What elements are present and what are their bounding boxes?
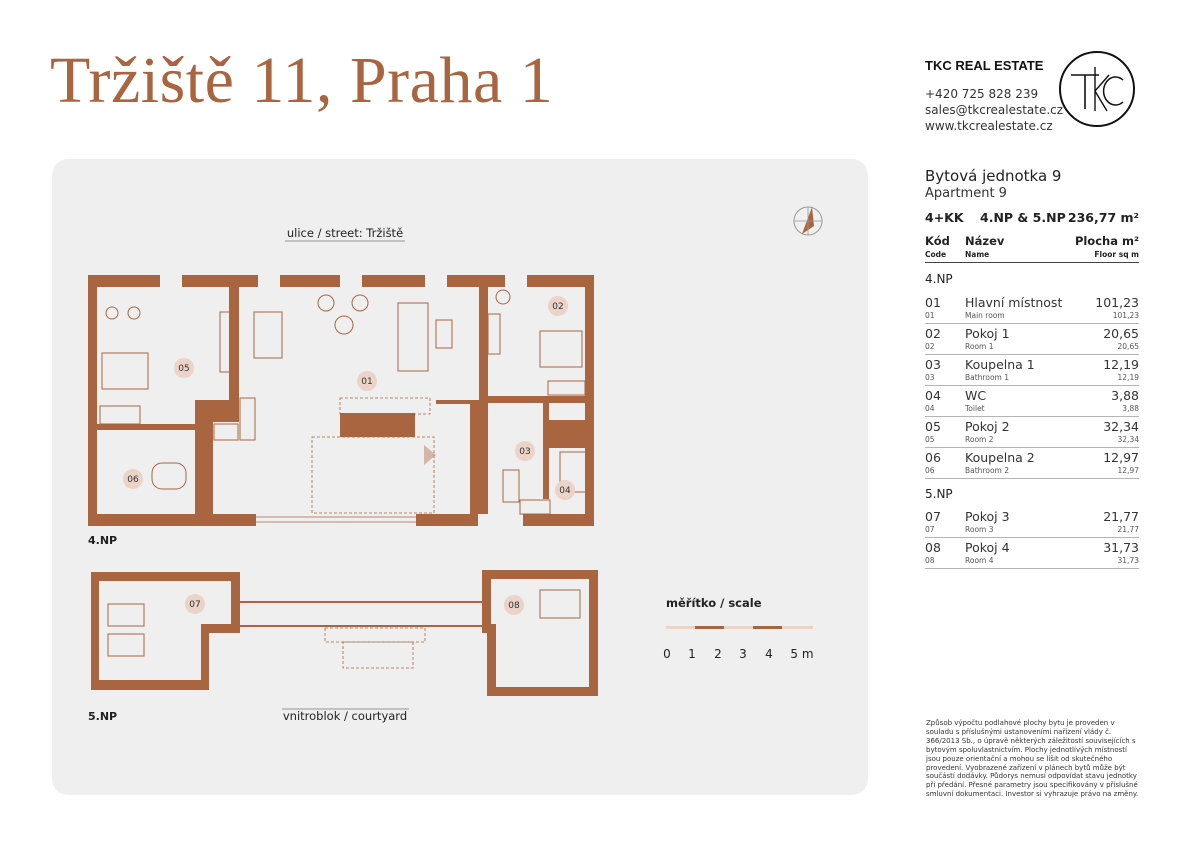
company-name: TKC REAL ESTATE	[925, 58, 1044, 73]
row-area: 31,73	[1103, 540, 1139, 555]
floor-4-label: 4.NP	[88, 534, 118, 547]
page-title: Tržiště 11, Praha 1	[50, 44, 554, 117]
row-name-sub: Room 4	[965, 556, 994, 565]
scale-tick-1: 1	[688, 647, 696, 661]
header-area-sub: Floor sq m	[1094, 250, 1139, 259]
row-area-sub: 21,77	[1117, 525, 1139, 534]
row-area: 101,23	[1095, 295, 1139, 310]
scale-tick-5: 5 m	[790, 647, 814, 661]
row-code-sub: 02	[925, 342, 935, 351]
row-name-sub: Room 2	[965, 435, 994, 444]
row-name: Pokoj 3	[965, 509, 1010, 524]
row-code: 07	[925, 509, 941, 524]
apartment-area: 236,77 m²	[1067, 210, 1139, 225]
header-area: Plocha m²	[1074, 234, 1139, 248]
row-code: 02	[925, 326, 941, 341]
row-code-sub: 03	[925, 373, 935, 382]
header-code: Kód	[925, 234, 950, 248]
courtyard-label: vnitroblok / courtyard	[282, 709, 408, 723]
scale-tick-2: 2	[714, 647, 722, 661]
row-name: Hlavní místnost	[965, 295, 1063, 310]
table-header	[925, 234, 1139, 263]
row-code: 01	[925, 295, 941, 310]
row-area-sub: 32,34	[1117, 435, 1139, 444]
row-area-sub: 12,97	[1117, 466, 1139, 475]
floor-4-walls	[88, 275, 594, 526]
phone-link[interactable]: +420 725 828 239	[925, 87, 1039, 101]
row-name: Pokoj 1	[965, 326, 1010, 341]
row-code-sub: 08	[925, 556, 935, 565]
row-area-sub: 12,19	[1117, 373, 1139, 382]
row-name-sub: Toilet	[965, 404, 985, 413]
row-name-sub: Room 3	[965, 525, 994, 534]
row-code-sub: 04	[925, 404, 935, 413]
row-name: Pokoj 2	[965, 419, 1010, 434]
scale-tick-3: 3	[739, 647, 747, 661]
apartment-layout: 4+KK	[925, 210, 964, 225]
row-code-sub: 05	[925, 435, 935, 444]
row-name-sub: Room 1	[965, 342, 994, 351]
scale-tick-0: 0	[663, 647, 671, 661]
table-row	[925, 447, 1139, 479]
room-number-08: 08	[508, 601, 520, 611]
floor-group-label: 5.NP	[925, 487, 953, 501]
row-area: 32,34	[1103, 419, 1139, 434]
row-code-sub: 07	[925, 525, 935, 534]
row-area: 12,19	[1103, 357, 1139, 372]
table-row	[925, 537, 1139, 569]
street-label: ulice / street: Tržiště	[286, 226, 404, 240]
email-link[interactable]: sales@tkcrealestate.cz	[925, 103, 1064, 117]
row-code-sub: 01	[925, 311, 935, 320]
row-code: 04	[925, 388, 941, 403]
room-number-02: 02	[552, 302, 564, 312]
scale-bar	[666, 626, 813, 629]
table-row	[925, 292, 1139, 324]
row-name: Koupelna 2	[965, 450, 1035, 465]
room-number-01: 01	[361, 377, 373, 387]
apartment-floors: 4.NP & 5.NP	[980, 210, 1066, 225]
header-name: Název	[965, 234, 1005, 248]
room-number-07: 07	[189, 600, 201, 610]
header-name-sub: Name	[965, 250, 990, 259]
row-name-sub: Bathroom 2	[965, 466, 1009, 475]
floor-group-label: 4.NP	[925, 272, 953, 286]
row-code: 05	[925, 419, 941, 434]
room-number-04: 04	[559, 486, 571, 496]
row-name: WC	[965, 388, 987, 403]
table-row	[925, 323, 1139, 355]
row-area-sub: 20,65	[1117, 342, 1139, 351]
apartment-title: Bytová jednotka 9	[925, 167, 1062, 185]
row-name: Pokoj 4	[965, 540, 1010, 555]
room-number-06: 06	[127, 475, 139, 485]
row-area-sub: 3,88	[1122, 404, 1139, 413]
table-row	[925, 416, 1139, 448]
row-area: 12,97	[1103, 450, 1139, 465]
row-area: 21,77	[1103, 509, 1139, 524]
header-code-sub: Code	[925, 250, 947, 259]
table-row	[925, 385, 1139, 417]
row-area-sub: 101,23	[1112, 311, 1139, 320]
floor-5-walls	[91, 570, 598, 696]
row-code: 03	[925, 357, 941, 372]
legal-footnote: Způsob výpočtu podlahové plochy bytu je proveden v souladu s příslušnými ustanoveními nařízení vlády č. 366/2013 Sb., o úpravě některých záležitostí souvisejících s bytovým spoluvlastnictvím. Plochy jednotlivých místností jsou pouze orientační a mohou se lišit od skutečného provedení. Vyobrazené zařízení v plánech bytů může být součástí dodávky. Půdorys nemusí odpovídat stavu jednotky při předání. Přesné parametry jsou specifikovány v příslušné smluvní dokumentaci. Investor si vyhrazuje právo na změny.	[926, 719, 1139, 799]
row-area: 20,65	[1103, 326, 1139, 341]
room-number-05: 05	[178, 364, 190, 374]
row-area: 3,88	[1111, 388, 1139, 403]
apartment-subtitle: Apartment 9	[925, 186, 1007, 201]
scale-label: měřítko / scale	[666, 596, 762, 610]
floor-5-label: 5.NP	[88, 710, 118, 723]
row-name: Koupelna 1	[965, 357, 1035, 372]
table-row	[925, 506, 1139, 538]
website-link[interactable]: www.tkcrealestate.cz	[925, 119, 1053, 133]
compass-icon	[794, 207, 822, 235]
row-code: 08	[925, 540, 941, 555]
row-name-sub: Main room	[965, 311, 1005, 320]
row-code-sub: 06	[925, 466, 935, 475]
table-row	[925, 354, 1139, 386]
row-name-sub: Bathroom 1	[965, 373, 1009, 382]
row-area-sub: 31,73	[1117, 556, 1139, 565]
scale-tick-4: 4	[765, 647, 773, 661]
room-badges	[123, 296, 575, 615]
room-number-03: 03	[519, 447, 531, 457]
row-code: 06	[925, 450, 941, 465]
